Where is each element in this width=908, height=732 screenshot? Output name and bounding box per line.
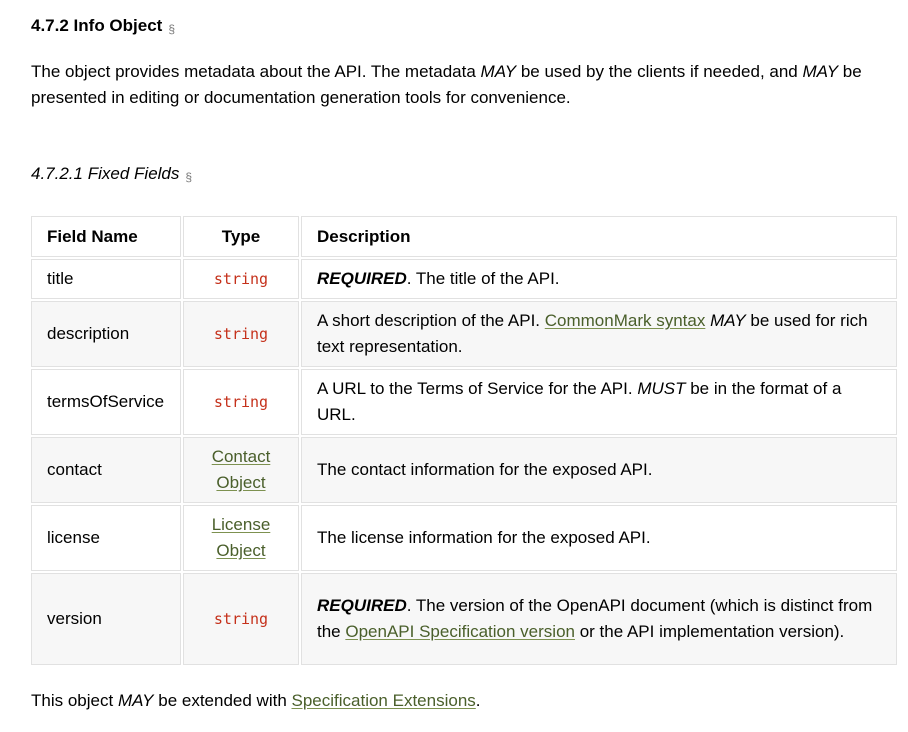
field-name-cell: title xyxy=(31,259,181,299)
type-cell xyxy=(183,259,299,299)
type-cell xyxy=(183,505,299,571)
header-description: Description xyxy=(301,216,897,257)
type-string: string xyxy=(213,325,269,343)
link-line-2[interactable]: Object xyxy=(216,473,266,492)
type-cell xyxy=(183,369,299,435)
outro-may: MAY xyxy=(117,691,154,710)
may-keyword: MAY xyxy=(710,311,746,330)
field-name-cell: version xyxy=(31,573,181,665)
header-field-name: Field Name xyxy=(31,216,181,257)
license-object-link[interactable] xyxy=(212,515,271,560)
type-string: string xyxy=(213,270,269,288)
link-line-2[interactable]: Object xyxy=(216,541,266,560)
table-row-license xyxy=(31,505,897,571)
description-cell xyxy=(301,573,897,665)
outro-paragraph xyxy=(31,688,481,714)
description-text-1: A short description of the API. xyxy=(317,311,545,330)
commonmark-syntax-link[interactable]: CommonMark syntax xyxy=(544,311,706,330)
intro-text-3: be presented in editing or documentation generation tools for convenience. xyxy=(31,62,862,107)
field-name-cell: contact xyxy=(31,437,181,503)
fixed-fields-table xyxy=(29,214,899,667)
type-string: string xyxy=(213,393,269,411)
type-cell xyxy=(183,573,299,665)
description-text: . The title of the API. xyxy=(406,269,560,288)
description-text-2: be in the format of a URL. xyxy=(317,379,842,424)
outro-text-3: . xyxy=(475,691,481,710)
description-cell xyxy=(301,369,897,435)
table-header-row xyxy=(31,216,897,257)
description-cell xyxy=(301,301,897,367)
section-title: Info Object xyxy=(73,16,163,35)
type-cell xyxy=(183,301,299,367)
header-type: Type xyxy=(183,216,299,257)
subsection-anchor-link[interactable]: § xyxy=(185,170,193,184)
link-line-1[interactable]: License xyxy=(211,515,271,534)
field-name-cell: license xyxy=(31,505,181,571)
table-row-title xyxy=(31,259,897,299)
contact-object-link[interactable] xyxy=(212,447,271,492)
subsection-heading xyxy=(31,162,192,189)
table-row-version xyxy=(31,573,897,665)
field-name-cell: description xyxy=(31,301,181,367)
outro-text-1: This object xyxy=(31,691,118,710)
openapi-specification-version-link[interactable]: OpenAPI Specification version xyxy=(345,622,575,641)
intro-text-2: be used by the clients if needed, and xyxy=(516,62,803,81)
required-label: REQUIRED xyxy=(317,269,407,288)
subsection-number: 4.7.2.1 xyxy=(31,164,83,183)
description-text-2: or the API implementation version). xyxy=(574,622,845,641)
description-cell xyxy=(301,259,897,299)
intro-may-1: MAY xyxy=(480,62,517,81)
table-row-contact xyxy=(31,437,897,503)
table-row-terms-of-service xyxy=(31,369,897,435)
type-string: string xyxy=(213,610,269,628)
required-label: REQUIRED xyxy=(317,596,407,615)
field-name-cell: termsOfService xyxy=(31,369,181,435)
section-anchor-link[interactable]: § xyxy=(168,22,176,36)
description-text-1: . The version of the OpenAPI document (which is distinct from the xyxy=(317,596,873,641)
section-heading xyxy=(31,14,175,41)
outro-text-2: be extended with xyxy=(153,691,292,710)
description-text-1: A URL to the Terms of Service for the API. xyxy=(317,379,638,398)
must-keyword: MUST xyxy=(637,379,686,398)
intro-paragraph xyxy=(31,59,899,111)
type-cell xyxy=(183,437,299,503)
description-text-2: be used for rich text representation. xyxy=(317,311,868,356)
table-row-description xyxy=(31,301,897,367)
link-line-1[interactable]: Contact xyxy=(211,447,271,466)
intro-text-1: The object provides metadata about the API. The metadata xyxy=(31,62,481,81)
subsection-title: Fixed Fields xyxy=(87,164,180,183)
description-cell: The contact information for the exposed API. xyxy=(301,437,897,503)
intro-may-2: MAY xyxy=(802,62,839,81)
section-number: 4.7.2 xyxy=(31,16,69,35)
specification-extensions-link[interactable]: Specification Extensions xyxy=(291,691,476,710)
description-cell: The license information for the exposed API. xyxy=(301,505,897,571)
